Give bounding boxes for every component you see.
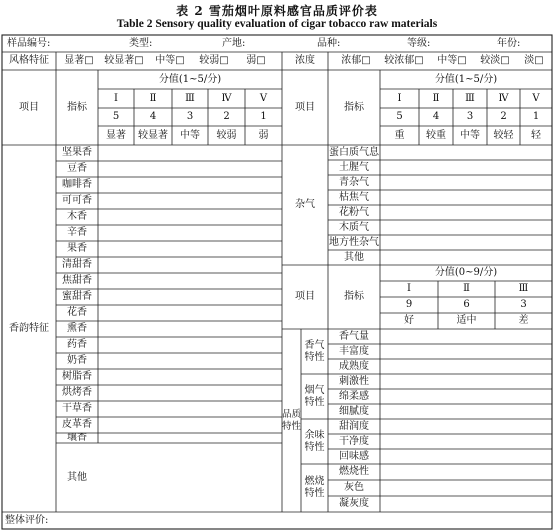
quality-item-header: 项目 [295,291,315,303]
quality-item: 凝灰度 [339,498,369,510]
aroma-item: 清甜香 [62,259,92,271]
quality-item: 刺激性 [339,375,369,387]
aroma-item: 熏香 [67,323,87,335]
aroma-item: 果香 [67,243,87,255]
quality-item: 绵柔感 [339,390,369,402]
aroma-item: 树脂香 [62,371,92,383]
quality-item: 燃烧性 [339,466,369,478]
right-descriptor-2: 较重 [426,129,446,141]
type-field[interactable]: 类型: [129,38,153,50]
right-level-1: Ⅰ [397,92,402,104]
right-level-2: Ⅱ [432,92,440,104]
left-score-4: 2 [223,111,230,123]
grade-field[interactable]: 等级: [407,38,431,50]
variety-field[interactable]: 品种: [317,38,341,50]
aroma-item: 干草香 [62,403,92,415]
right-index-header: 指标 [344,101,364,113]
quality-descriptor-1: 好 [404,315,414,327]
left-descriptor-2: 较显著 [138,129,168,141]
quality-item: 细腻度 [339,405,369,417]
right-score-title: 分值(1~5/分) [434,73,498,85]
aroma-item: 蜜甜香 [62,291,92,303]
off-flavor-item: 土腥气 [339,161,369,173]
overall-evaluation-field[interactable]: 整体评价: [5,514,49,526]
off-flavor-item: 枯焦气 [339,191,369,203]
concentration-option-rich[interactable]: 浓郁□ [341,55,371,67]
table-title-cn: 表 2 雪茄烟叶原料感官品质评价表 [176,4,378,18]
right-descriptor-4: 较轻 [493,129,514,141]
quality-group-aftertaste: 余味特性 [304,429,325,453]
style-option-weak[interactable]: 弱□ [246,55,266,67]
right-level-4: Ⅳ [498,92,509,104]
off-flavor-item: 蛋白质气息 [329,146,379,158]
aroma-item: 咖啡香 [62,179,92,191]
left-descriptor-1: 显著 [106,129,126,141]
style-option-weaker[interactable]: 较弱□ [199,55,229,67]
quality-item: 干净度 [339,435,369,447]
concentration-option-fairly-rich[interactable]: 较浓郁□ [384,55,424,67]
quality-level-3: Ⅲ [518,283,529,295]
off-flavor-label: 杂气 [295,199,315,211]
quality-score-3: 3 [520,299,527,311]
right-score-4: 2 [500,111,507,123]
quality-group-burning: 燃烧特性 [304,476,325,499]
left-level-2: Ⅱ [149,92,157,104]
quality-item: 甜润度 [339,420,369,432]
aroma-item: 木香 [67,211,87,223]
quality-score-title: 分值(0~9/分) [434,267,498,279]
style-option-significant[interactable]: 显著□ [64,55,94,67]
left-score-5: 1 [260,111,267,123]
year-field[interactable]: 年份: [497,38,521,50]
left-score-title: 分值(1~5/分) [158,73,222,85]
right-descriptor-1: 重 [394,129,405,141]
concentration-option-light[interactable]: 淡□ [524,55,544,67]
left-level-1: Ⅰ [114,92,118,104]
quality-item: 回味感 [339,450,369,462]
aroma-item: 焦甜香 [62,275,92,287]
left-item-header: 项目 [19,101,39,113]
quality-descriptor-2: 适中 [456,315,477,327]
concentration-option-lighter[interactable]: 较淡□ [480,55,510,67]
quality-level-2: Ⅱ [463,283,470,295]
left-descriptor-4: 较弱 [216,129,237,141]
aroma-item: 花香 [67,307,87,319]
quality-item: 成熟度 [339,360,369,372]
right-item-header: 项目 [295,101,315,113]
right-score-3: 3 [466,111,474,123]
quality-item: 香气量 [339,330,369,342]
left-descriptor-5: 弱 [258,129,269,141]
aroma-item: 皮革香 [62,419,92,431]
right-level-5: Ⅴ [532,92,540,104]
left-index-header: 指标 [67,101,87,113]
aroma-item: 辛香 [67,227,87,239]
style-label: 风格特征 [9,55,49,67]
quality-section-label: 品质特性 [282,409,301,432]
right-score-5: 1 [532,111,540,123]
left-level-5: Ⅴ [259,92,268,104]
left-score-3: 3 [186,111,194,123]
style-option-medium[interactable]: 中等□ [155,55,185,67]
origin-field[interactable]: 产地: [222,38,246,50]
left-level-4: Ⅳ [221,92,232,104]
left-score-1: 5 [112,111,120,123]
style-option-fairly-significant[interactable]: 较显著□ [104,55,144,67]
off-flavor-item: 其他 [344,251,364,263]
aroma-item-other: 其他 [67,471,87,483]
off-flavor-item: 花粉气 [339,206,369,218]
quality-score-2: 6 [463,299,470,311]
quality-group-smoke: 烟气特性 [304,384,325,408]
right-descriptor-5: 轻 [531,129,541,141]
off-flavor-item: 青杂气 [339,176,369,188]
right-score-2: 4 [432,111,440,123]
quality-descriptor-3: 差 [518,315,529,327]
right-score-1: 5 [396,111,403,123]
sample-number-field[interactable]: 样品编号: [7,38,51,50]
right-descriptor-3: 中等 [460,129,480,141]
concentration-option-medium[interactable]: 中等□ [437,55,467,67]
table-title-en: Table 2 Sensory quality evaluation of cigar tobacco raw materials [116,18,438,30]
quality-index-header: 指标 [344,291,364,303]
quality-level-1: Ⅰ [407,283,411,295]
aroma-item: 豆香 [67,163,87,175]
quality-item: 灰色 [344,482,364,494]
aroma-item: 可可香 [62,195,92,207]
right-level-3: Ⅲ [465,92,475,104]
concentration-label: 浓度 [295,55,315,67]
left-level-3: Ⅲ [185,92,195,104]
left-score-2: 4 [149,111,157,123]
off-flavor-item: 木质气 [339,221,369,233]
aroma-item: 奶香 [67,355,87,367]
aroma-section-label: 香韵特征 [9,322,49,334]
quality-score-1: 9 [405,299,413,311]
aroma-item: 壤香 [67,433,87,443]
quality-item: 丰富度 [339,345,369,357]
aroma-item: 烘烤香 [62,387,92,399]
off-flavor-item: 地方性杂气 [329,236,379,248]
aroma-item: 药香 [67,339,87,351]
left-descriptor-3: 中等 [180,129,200,141]
quality-group-aroma: 香气特性 [304,339,325,363]
aroma-item: 坚果香 [62,147,92,159]
